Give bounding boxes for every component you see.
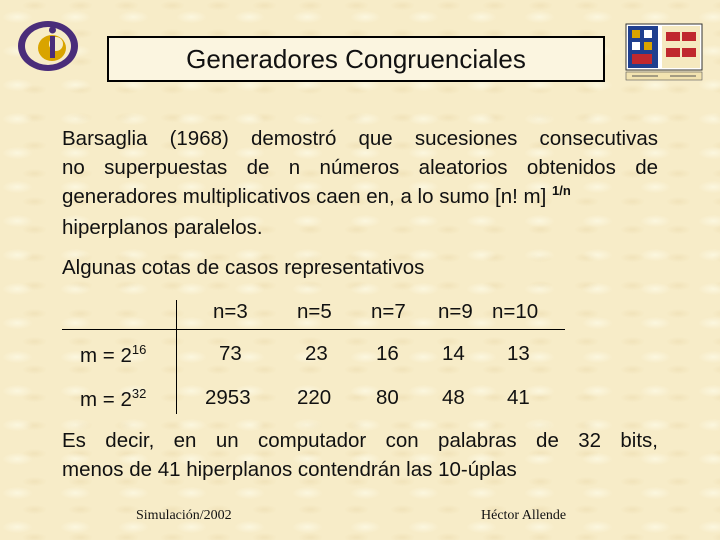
intro-line: Barsaglia (1968) demostró que sucesiones consecutivas — [62, 127, 658, 150]
intro-line: hiperplanos paralelos. — [62, 216, 263, 239]
row-label-base: m = 2 — [80, 343, 132, 367]
table-cell: 41 — [507, 386, 530, 409]
slide-title: Generadores Congruenciales — [186, 43, 526, 74]
table-cell: 48 — [442, 386, 465, 409]
table-cell: 73 — [219, 342, 242, 365]
intro-line — [62, 182, 658, 213]
intro-line: no superpuestas de n números aleatorios obtenidos de — [62, 156, 658, 179]
row-label-base: m = 2 — [80, 387, 132, 411]
row-label-exponent: 32 — [131, 386, 147, 401]
table-row-label-divider — [176, 300, 177, 414]
table-cell: 14 — [442, 342, 465, 365]
column-header: n=5 — [297, 300, 332, 323]
column-header: n=9 — [438, 300, 473, 323]
conclusion-line: menos de 41 hiperplanos contendrán las 10-úplas — [62, 458, 517, 481]
footer-author-label: Héctor Allende — [481, 508, 567, 523]
table-cell: 2953 — [205, 386, 251, 409]
table-header-divider — [62, 329, 565, 330]
table-subheading: Algunas cotas de casos representativos — [62, 256, 425, 279]
intro-paragraph — [62, 124, 658, 242]
institution-logo-left — [14, 14, 86, 76]
column-header: n=3 — [213, 300, 248, 323]
footer-course-label: Simulación/2002 — [136, 508, 232, 523]
conclusion-line: Es decir, en un computador con palabras de 32 bits, — [62, 429, 658, 452]
slide-title-box — [107, 36, 605, 82]
university-crest-right — [622, 20, 706, 84]
exponent-superscript: 1/n — [551, 183, 571, 198]
table-cell: 80 — [376, 386, 399, 409]
row-label — [80, 386, 146, 412]
table-cell: 16 — [376, 342, 399, 365]
table-cell: 13 — [507, 342, 530, 365]
column-header: n=10 — [492, 300, 539, 323]
conclusion-paragraph — [62, 426, 658, 484]
table-cell: 220 — [297, 386, 332, 409]
table-cell: 23 — [305, 342, 328, 365]
row-label-exponent: 16 — [131, 342, 147, 357]
column-header: n=7 — [371, 300, 406, 323]
intro-line-text: generadores multiplicativos caen en, a lo sumo [n! m] — [62, 185, 547, 208]
row-label — [80, 342, 146, 368]
